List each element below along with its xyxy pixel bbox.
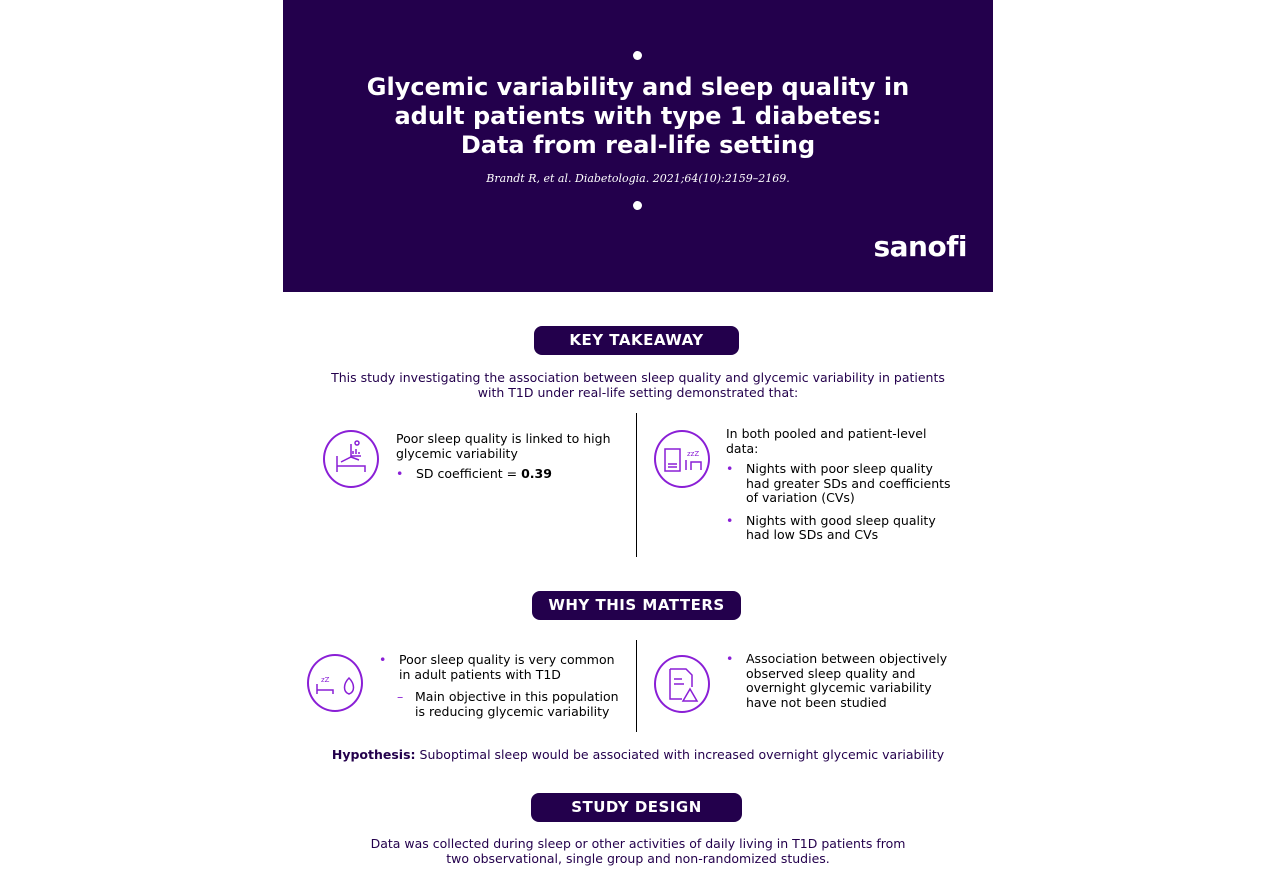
takeaway-left-text: Poor sleep quality is linked to high glycemic variability bbox=[396, 431, 611, 461]
takeaway-right-text: In both pooled and patient-level data: bbox=[726, 426, 927, 456]
decorative-dot bbox=[633, 201, 642, 210]
hypothesis: Hypothesis: Suboptimal sleep would be associated with increased overnight glycemic variability bbox=[331, 747, 945, 762]
divider bbox=[636, 413, 637, 557]
list-item: • Poor sleep quality is very common in adult patients with T1D bbox=[379, 653, 619, 682]
svg-text:zzZ: zzZ bbox=[687, 450, 700, 458]
clipboard-sleep-icon bbox=[654, 430, 710, 488]
list-item: • Nights with good sleep quality had low SDs and CVs bbox=[726, 514, 956, 543]
decorative-dot bbox=[633, 51, 642, 60]
takeaway-right bbox=[726, 427, 956, 551]
why-left bbox=[379, 653, 619, 727]
sub-list-item: – Main objective in this population is reducing glycemic variability bbox=[379, 690, 619, 719]
study-design-heading: STUDY DESIGN bbox=[531, 793, 742, 822]
list-item: • Nights with poor sleep quality had greater SDs and coefficients of variation (CVs) bbox=[726, 462, 956, 506]
sanofi-logo: sanofi bbox=[873, 230, 967, 263]
sleep-glucose-icon bbox=[307, 654, 363, 712]
why-this-matters-heading: WHY THIS MATTERS bbox=[532, 591, 741, 620]
list-item: • Association between objectively observed sleep quality and overnight glycemic variability have not been studied bbox=[726, 652, 956, 710]
key-takeaway-heading: KEY TAKEAWAY bbox=[534, 326, 739, 355]
document-warning-icon bbox=[654, 655, 710, 713]
header-banner bbox=[283, 0, 993, 292]
bed-chart-icon bbox=[323, 430, 379, 488]
list-item: • SD coefficient = 0.39 bbox=[396, 467, 621, 482]
svg-text:zZ: zZ bbox=[321, 676, 330, 684]
citation: Brandt R, et al. Diabetologia. 2021;64(10):2159–2169. bbox=[486, 172, 790, 185]
study-design-text: Data was collected during sleep or other activities of daily living in T1D patients from two observational, single group and non-randomized studies. bbox=[370, 836, 906, 866]
divider bbox=[636, 640, 637, 732]
key-takeaway-intro: This study investigating the association between sleep quality and glycemic variability in patients with T1D under real-life setting demonstrated that: bbox=[331, 370, 945, 400]
page-title: Glycemic variability and sleep quality in adult patients with type 1 diabetes: Data from real-life setting bbox=[366, 73, 910, 159]
takeaway-left bbox=[396, 432, 621, 490]
why-right bbox=[726, 652, 956, 718]
